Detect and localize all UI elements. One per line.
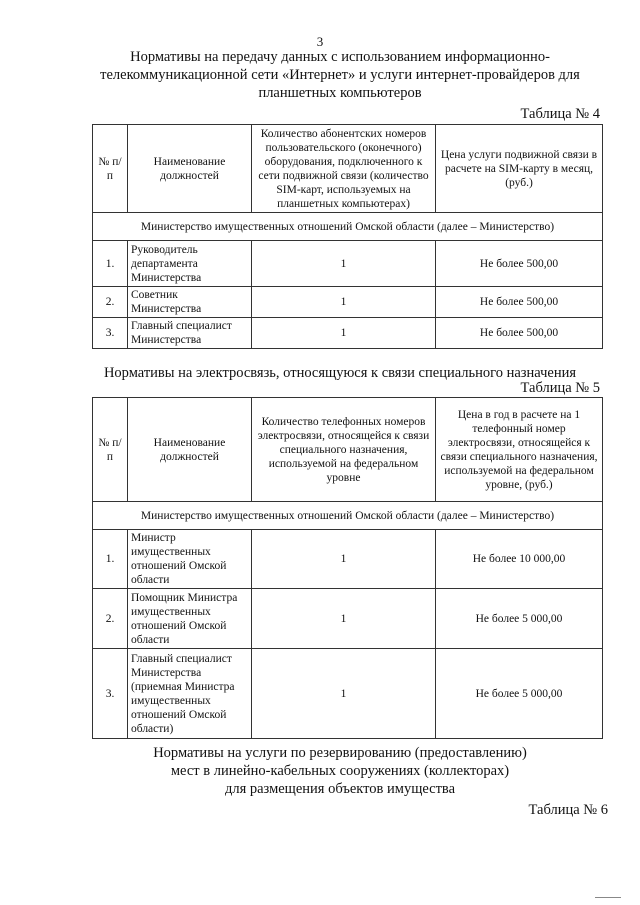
row-num: 1. [93,530,128,589]
ministry-cell: Министерство имущественных отношений Омской области (далее – Министерство) [93,502,603,530]
row-num: 3. [93,649,128,739]
section1-heading [80,48,600,102]
row-count: 1 [252,649,436,739]
table-6-label: Таблица № 6 [528,802,608,818]
row-num: 2. [93,589,128,649]
row-count: 1 [252,241,436,287]
section3-heading [80,744,600,798]
table-4-label: Таблица № 4 [520,106,600,122]
row-price: Не более 500,00 [436,241,603,287]
row-position: Главный специалист Министерства (приемная Министра имущественных отношений Омской области) [128,649,252,739]
row-price: Не более 10 000,00 [436,530,603,589]
page-number: 3 [316,34,324,49]
row-count: 1 [252,530,436,589]
table-row [93,318,603,349]
footer-divider [595,897,621,898]
ministry-cell: Министерство имущественных отношений Омской области (далее – Министерство) [93,213,603,241]
header-position: Наименование должностей [128,398,252,502]
row-count: 1 [252,287,436,318]
header-num: № п/п [93,125,128,213]
heading-line: планшетных компьютеров [258,85,422,101]
ministry-row [93,502,603,530]
header-price: Цена услуги подвижной связи в расчете на SIM-карту в месяц, (руб.) [436,125,603,213]
table-row [93,649,603,739]
row-price: Не более 500,00 [436,287,603,318]
row-price: Не более 5 000,00 [436,589,603,649]
header-position: Наименование должностей [128,125,252,213]
row-position: Руководитель департамента Министерства [128,241,252,287]
header-price: Цена в год в расчете на 1 телефонный номер электросвязи, относящейся к связи специального назначения, используемой на федеральном уровне, (руб.) [436,398,603,502]
table-row [93,287,603,318]
header-count: Количество телефонных номеров электросвязи, относящейся к связи специального назначения, используемой на федеральном уровне [252,398,436,502]
header-num: № п/п [93,398,128,502]
heading-line: телекоммуникационной сети «Интернет» и услуги интернет-провайдеров для [100,67,580,83]
header-count: Количество абонентских номеров пользовательского (оконечного) оборудования, подключенного к сети подвижной связи (количество SIM-карт, используемых на планшетных компьютерах) [252,125,436,213]
table-4 [92,124,603,349]
row-position: Министр имущественных отношений Омской области [128,530,252,589]
table-header-row [93,125,603,213]
row-price: Не более 500,00 [436,318,603,349]
table-5-label: Таблица № 5 [520,380,600,396]
table-row [93,530,603,589]
table-header-row [93,398,603,502]
heading-line: Нормативы на передачу данных с использованием информационно- [130,49,550,65]
row-position: Советник Министерства [128,287,252,318]
heading-line: для размещения объектов имущества [224,781,456,797]
row-position: Помощник Министра имущественных отношений Омской области [128,589,252,649]
row-num: 2. [93,287,128,318]
row-count: 1 [252,589,436,649]
table-row [93,241,603,287]
row-num: 3. [93,318,128,349]
row-position: Главный специалист Министерства [128,318,252,349]
row-price: Не более 5 000,00 [436,649,603,739]
table-row [93,589,603,649]
ministry-row [93,213,603,241]
table-5 [92,397,603,739]
heading-line: Нормативы на услуги по резервированию (предоставлению) [153,745,527,761]
heading-line: мест в линейно-кабельных сооружениях (коллекторах) [170,763,510,779]
heading-line: Нормативы на электросвязь, относящуюся к связи специального назначения [103,365,577,381]
row-num: 1. [93,241,128,287]
row-count: 1 [252,318,436,349]
